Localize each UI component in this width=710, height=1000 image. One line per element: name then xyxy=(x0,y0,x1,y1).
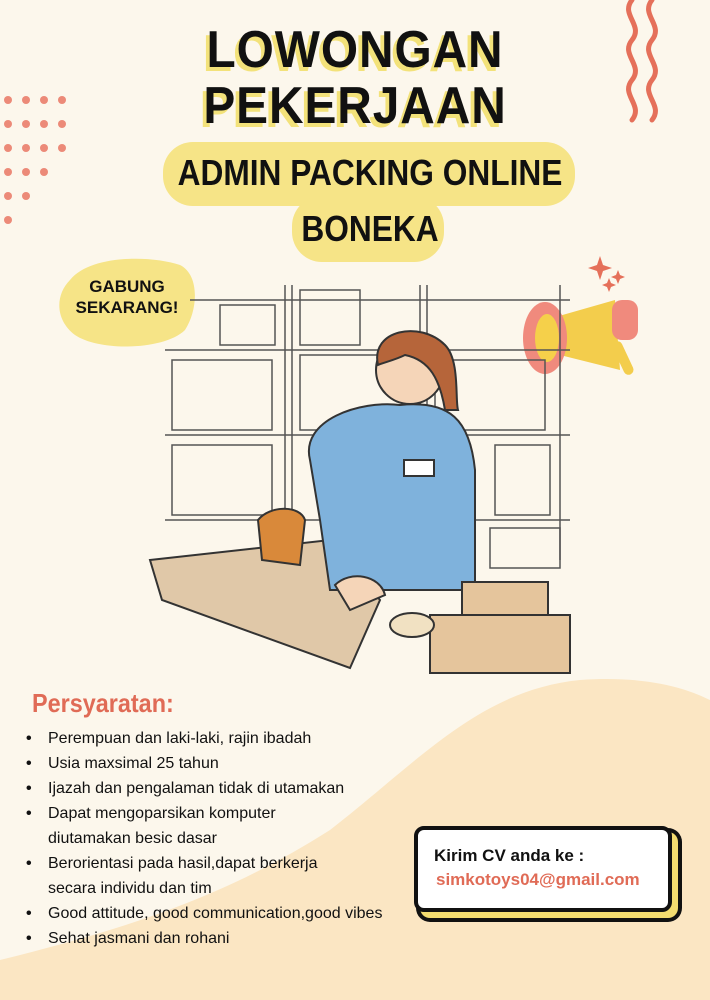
requirement-item: • Berorientasi pada hasil,dapat berkerja secara individu dan tim xyxy=(22,851,352,901)
requirement-item: • Sehat jasmani dan rohani xyxy=(22,926,402,951)
background-wave-lower xyxy=(0,960,710,1000)
contact-label: Kirim CV anda ke : xyxy=(434,846,585,865)
position-title-line-2: BONEKA xyxy=(301,208,439,249)
requirement-item: • Good attitude, good communication,good vibes xyxy=(22,901,392,926)
requirements-title: Persyaratan: xyxy=(32,688,174,718)
badge-line-1: GABUNG xyxy=(89,277,165,296)
title-line-1: LOWONGAN xyxy=(206,21,504,79)
requirement-item: • Usia maxsimal 25 tahun xyxy=(22,751,402,776)
worker-illustration xyxy=(150,331,570,673)
title-line-2: PEKERJAAN xyxy=(203,77,507,135)
requirement-item: • Dapat mengoparsikan komputer diutamakan besic dasar xyxy=(22,801,322,851)
sparkle-icon xyxy=(588,256,625,292)
contact-box xyxy=(414,826,672,912)
megaphone-icon xyxy=(523,300,638,376)
contact-email[interactable]: simkotoys04@gmail.com xyxy=(436,870,640,889)
position-title-line-1: ADMIN PACKING ONLINE xyxy=(177,152,563,193)
join-now-badge xyxy=(62,276,192,318)
requirement-item: • Perempuan dan laki-laki, rajin ibadah xyxy=(22,726,402,751)
requirement-item: • Ijazah dan pengalaman tidak di utamakan xyxy=(22,776,402,801)
badge-line-2: SEKARANG! xyxy=(75,298,179,317)
requirements-list xyxy=(22,726,402,951)
